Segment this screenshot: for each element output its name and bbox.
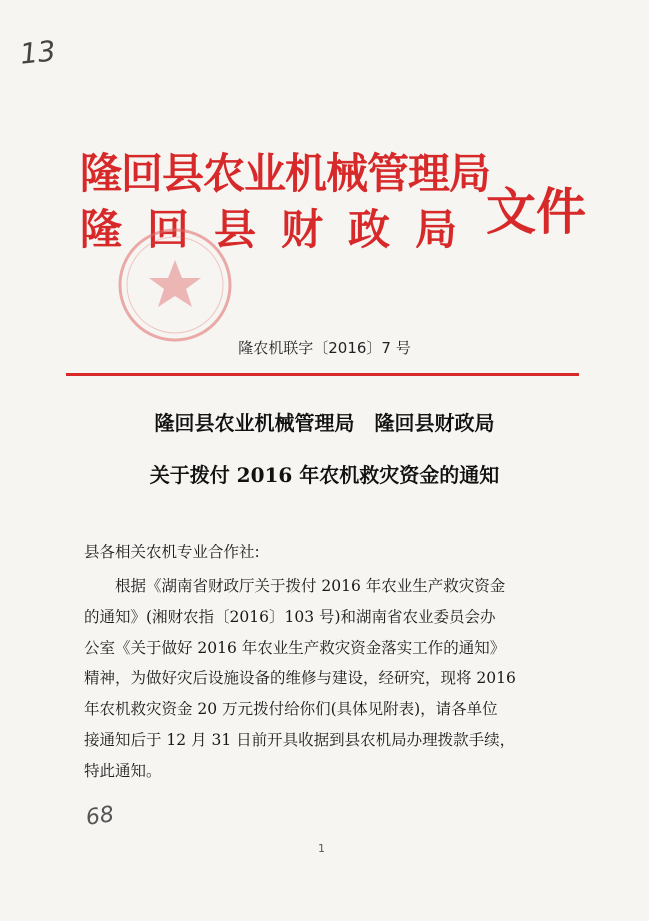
body-line: 的通知》(湘财农指〔2016〕103 号)和湖南省农业委员会办 — [84, 607, 496, 626]
salutation: 县各相关农机专业合作社: — [84, 543, 260, 561]
body-line: 接通知后于 12 月 31 日前开具收据到县农机局办理拨款手续， — [84, 730, 516, 749]
handwritten-page-number: 13 — [18, 34, 58, 71]
notice-body — [84, 571, 584, 787]
body-line: 精神，为做好灾后设施设备的维修与建设，经研究，现将 2016 — [84, 669, 516, 688]
issuer-finance-bureau: 隆回县财政局 — [80, 205, 483, 254]
red-divider-line — [66, 373, 579, 376]
handwritten-margin-mark: 68 — [84, 802, 116, 831]
notice-title-line1: 隆回县农业机械管理局 隆回县财政局 — [154, 411, 495, 435]
notice-title-line2: 关于拨付 2016 年农机救灾资金的通知 — [149, 463, 500, 487]
body-line: 特此通知。 — [84, 761, 162, 780]
body-line: 根据《湖南省财政厅关于拨付 2016 年农业生产救灾资金 — [115, 577, 506, 595]
issuer-agri-machinery-bureau: 隆回县农业机械管理局 — [80, 149, 491, 198]
document-number: 隆农机联字〔2016〕7 号 — [238, 339, 411, 357]
document-type-label: 文件 — [486, 183, 586, 241]
body-line: 年农机救灾资金 20 万元拨付给你们(具体见附表)，请各单位 — [84, 700, 498, 719]
body-line: 公室《关于做好 2016 年农业生产救灾资金落实工作的通知》 — [84, 638, 506, 657]
page-number: 1 — [318, 842, 325, 855]
official-seal-icon — [116, 226, 234, 344]
